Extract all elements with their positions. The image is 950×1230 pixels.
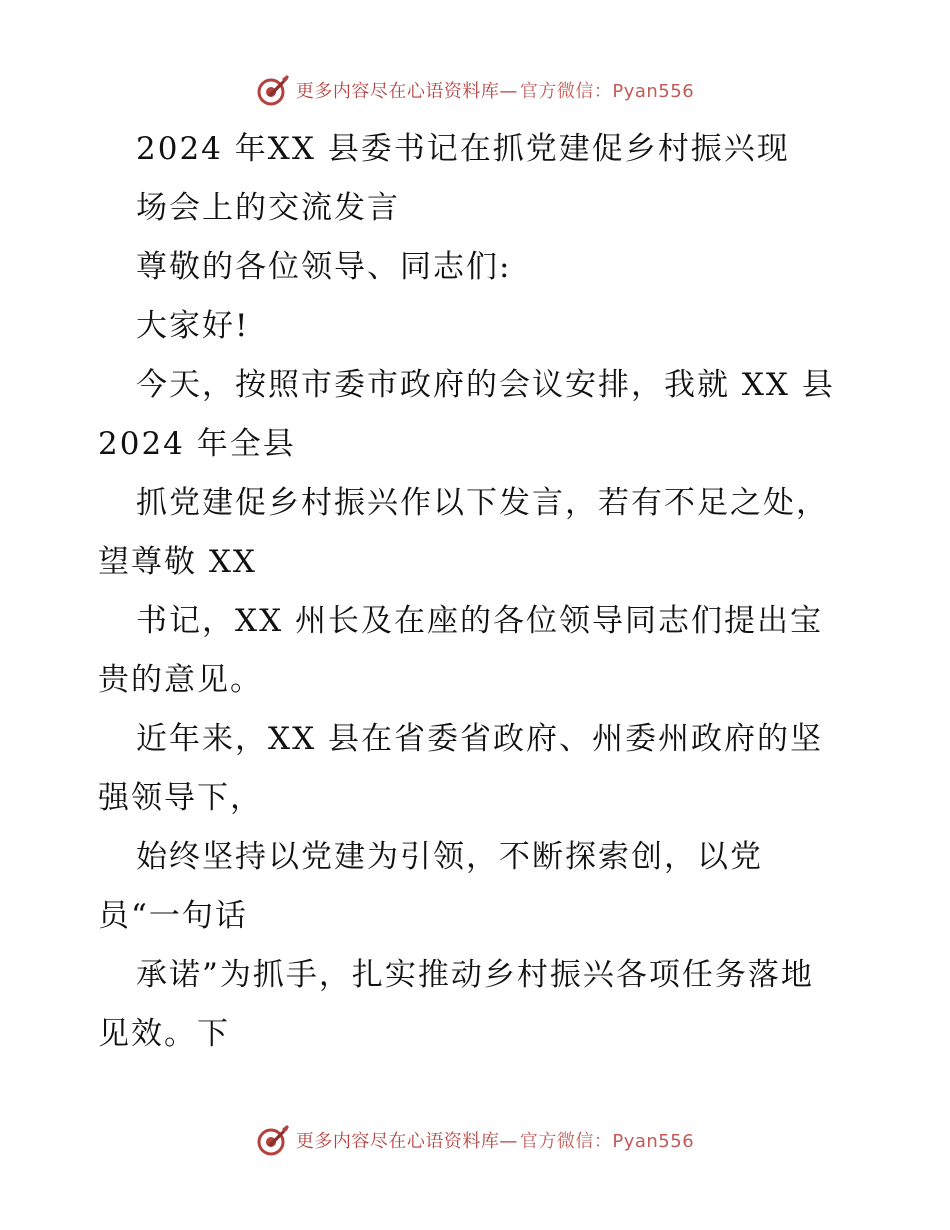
header-watermark	[0, 70, 950, 110]
document-line: 2024 年全县	[98, 426, 296, 462]
document-line: 大家好!	[136, 308, 250, 344]
document-line: 尊敬的各位领导、同志们:	[136, 249, 512, 285]
watermark-text: 更多内容尽在心语资料库— 官方微信：Pyan556	[295, 1131, 695, 1152]
document-line: 承诺”为抓手，扎实推动乡村振兴各项任务落地	[136, 957, 814, 993]
document-line: 场会上的交流发言	[136, 190, 400, 226]
document-line: 望尊敬 XX	[98, 544, 257, 580]
document-line: 书记，XX 州长及在座的各位领导同志们提出宝	[136, 603, 823, 639]
document-line: 强领导下，	[98, 780, 263, 816]
watermark-text: 更多内容尽在心语资料库— 官方微信：Pyan556	[295, 81, 695, 102]
document-line: 近年来，XX 县在省委省政府、州委州政府的坚	[136, 721, 823, 757]
document-line: 今天，按照市委市政府的会议安排，我就 XX 县	[136, 367, 835, 403]
document-line: 员“一句话	[98, 898, 248, 934]
footer-watermark	[0, 1120, 950, 1160]
quill-logo-icon	[256, 1123, 290, 1157]
document-line: 抓党建促乡村振兴作以下发言，若有不足之处，	[136, 485, 829, 521]
document-body	[98, 120, 868, 1064]
document-line: 始终坚持以党建为引领，不断探索创，以党	[136, 839, 763, 875]
document-line: 见效。下	[98, 1016, 230, 1052]
document-line: 2024 年XX 县委书记在抓党建促乡村振兴现	[136, 131, 790, 167]
document-line: 贵的意见。	[98, 662, 263, 698]
quill-logo-icon	[256, 73, 290, 107]
